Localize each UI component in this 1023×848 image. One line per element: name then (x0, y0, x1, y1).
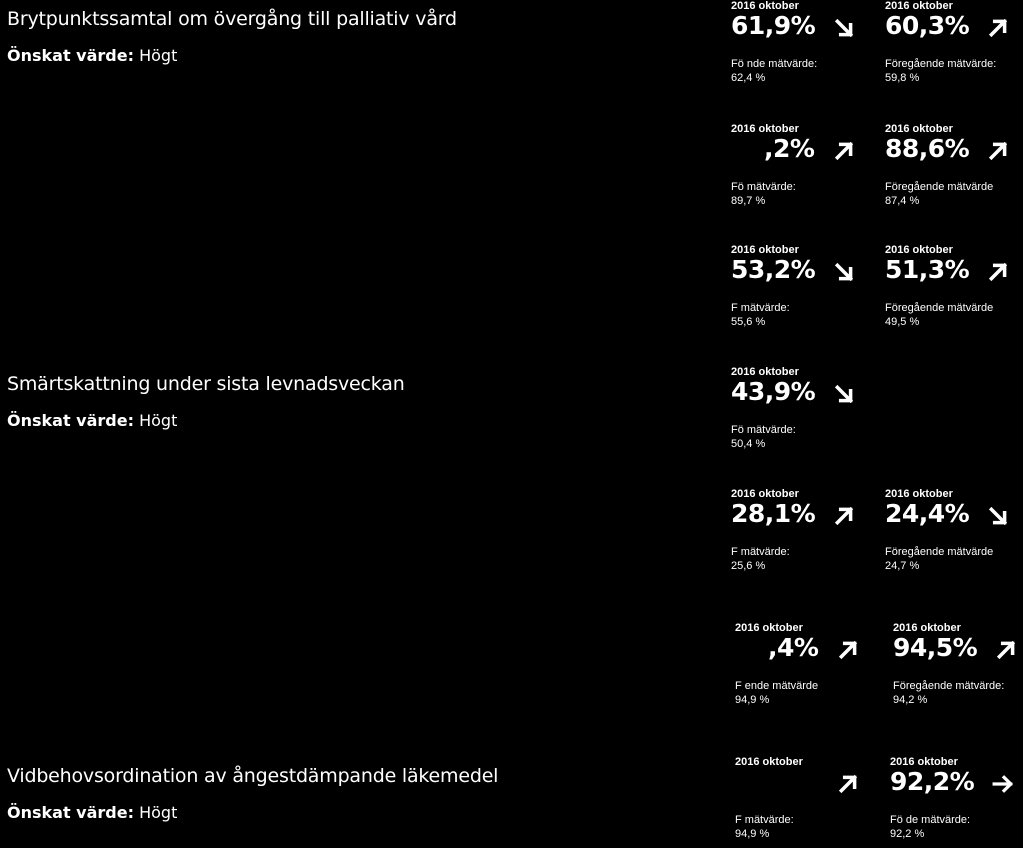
trend-down-icon (833, 261, 855, 283)
card-period: 2016 oktober (885, 244, 953, 256)
previous-value: 55,6 % (731, 316, 766, 328)
card-period: 2016 oktober (731, 123, 799, 135)
kpi-card (735, 622, 865, 714)
kpi-card (731, 244, 861, 336)
previous-value: 59,8 % (885, 72, 920, 84)
card-value: 61,9% (731, 11, 816, 40)
kpi-card (735, 756, 865, 848)
card-period: 2016 oktober (885, 123, 953, 135)
card-value: 88,6% (885, 134, 970, 163)
previous-value: 50,4 % (731, 438, 766, 450)
trend-down-icon (987, 505, 1009, 527)
card-period: 2016 oktober (893, 622, 961, 634)
target-text: Högt (139, 803, 178, 822)
previous-value: 92,2 % (890, 828, 925, 840)
trend-up-icon (837, 773, 859, 795)
card-value: ,4% (768, 633, 819, 662)
previous-value-label: Föregående mätvärde: (885, 58, 997, 70)
card-period: 2016 oktober (731, 0, 799, 12)
target-label: Önskat värde: (7, 46, 134, 65)
target-value (7, 46, 177, 65)
trend-up-icon (987, 140, 1009, 162)
previous-value: 94,9 % (735, 828, 770, 840)
previous-value: 89,7 % (731, 195, 766, 207)
card-period: 2016 oktober (731, 366, 799, 378)
previous-value: 24,7 % (885, 560, 920, 572)
kpi-card (731, 123, 861, 215)
previous-value: 87,4 % (885, 195, 920, 207)
trend-up-icon (837, 639, 859, 661)
target-label: Önskat värde: (7, 411, 134, 430)
card-value: 51,3% (885, 255, 970, 284)
trend-up-icon (987, 17, 1009, 39)
previous-value-label: Föregående mätvärde (885, 546, 994, 558)
target-label: Önskat värde: (7, 803, 134, 822)
kpi-card (731, 0, 861, 92)
previous-value: 25,6 % (731, 560, 766, 572)
card-period: 2016 oktober (731, 244, 799, 256)
card-value: ,2% (764, 134, 815, 163)
previous-value-label: F mätvärde: (735, 814, 794, 826)
previous-value-label: Fö de mätvärde: (890, 814, 971, 826)
trend-up-icon (995, 639, 1017, 661)
trend-up-icon (987, 261, 1009, 283)
target-text: Högt (139, 46, 178, 65)
kpi-card (885, 244, 1015, 336)
kpi-card (893, 622, 1023, 714)
trend-down-icon (833, 383, 855, 405)
previous-value: 94,9 % (735, 694, 770, 706)
kpi-card (890, 756, 1020, 848)
card-value: 53,2% (731, 255, 816, 284)
card-value: 24,4% (885, 499, 970, 528)
previous-value-label: Fö mätvärde: (731, 424, 796, 436)
kpi-card (885, 488, 1015, 580)
trend-up-icon (833, 140, 855, 162)
card-period: 2016 oktober (885, 488, 953, 500)
card-period: 2016 oktober (731, 488, 799, 500)
target-text: Högt (139, 411, 178, 430)
card-value: 28,1% (731, 499, 816, 528)
target-value (7, 803, 177, 822)
trend-flat-icon (992, 773, 1014, 795)
indicator-title: Vidbehovsordination av ångestdämpande läkemedel (7, 765, 499, 787)
previous-value-label: Föregående mätvärde: (893, 680, 1005, 692)
kpi-card (885, 123, 1015, 215)
previous-value-label: F mätvärde: (731, 302, 790, 314)
card-value: 92,2% (890, 767, 975, 796)
indicator-title: Smärtskattning under sista levnadsveckan (7, 373, 405, 395)
card-period: 2016 oktober (885, 0, 953, 12)
kpi-card (731, 366, 861, 458)
previous-value-label: Fö mätvärde: (731, 181, 796, 193)
previous-value-label: Föregående mätvärde (885, 181, 994, 193)
kpi-card (885, 0, 1015, 92)
card-period: 2016 oktober (735, 756, 803, 768)
previous-value-label: Fö nde mätvärde: (731, 58, 818, 70)
card-period: 2016 oktober (890, 756, 958, 768)
trend-up-icon (833, 505, 855, 527)
previous-value-label: Föregående mätvärde (885, 302, 994, 314)
previous-value-label: F ende mätvärde (735, 680, 819, 692)
trend-down-icon (833, 17, 855, 39)
card-period: 2016 oktober (735, 622, 803, 634)
previous-value: 49,5 % (885, 316, 920, 328)
previous-value: 94,2 % (893, 694, 928, 706)
target-value (7, 411, 177, 430)
previous-value-label: F mätvärde: (731, 546, 790, 558)
card-value: 94,5% (893, 633, 978, 662)
indicator-title: Brytpunktssamtal om övergång till palliativ vård (7, 8, 457, 30)
card-value: 60,3% (885, 11, 970, 40)
card-value: 43,9% (731, 377, 816, 406)
previous-value: 62,4 % (731, 72, 766, 84)
kpi-card (731, 488, 861, 580)
